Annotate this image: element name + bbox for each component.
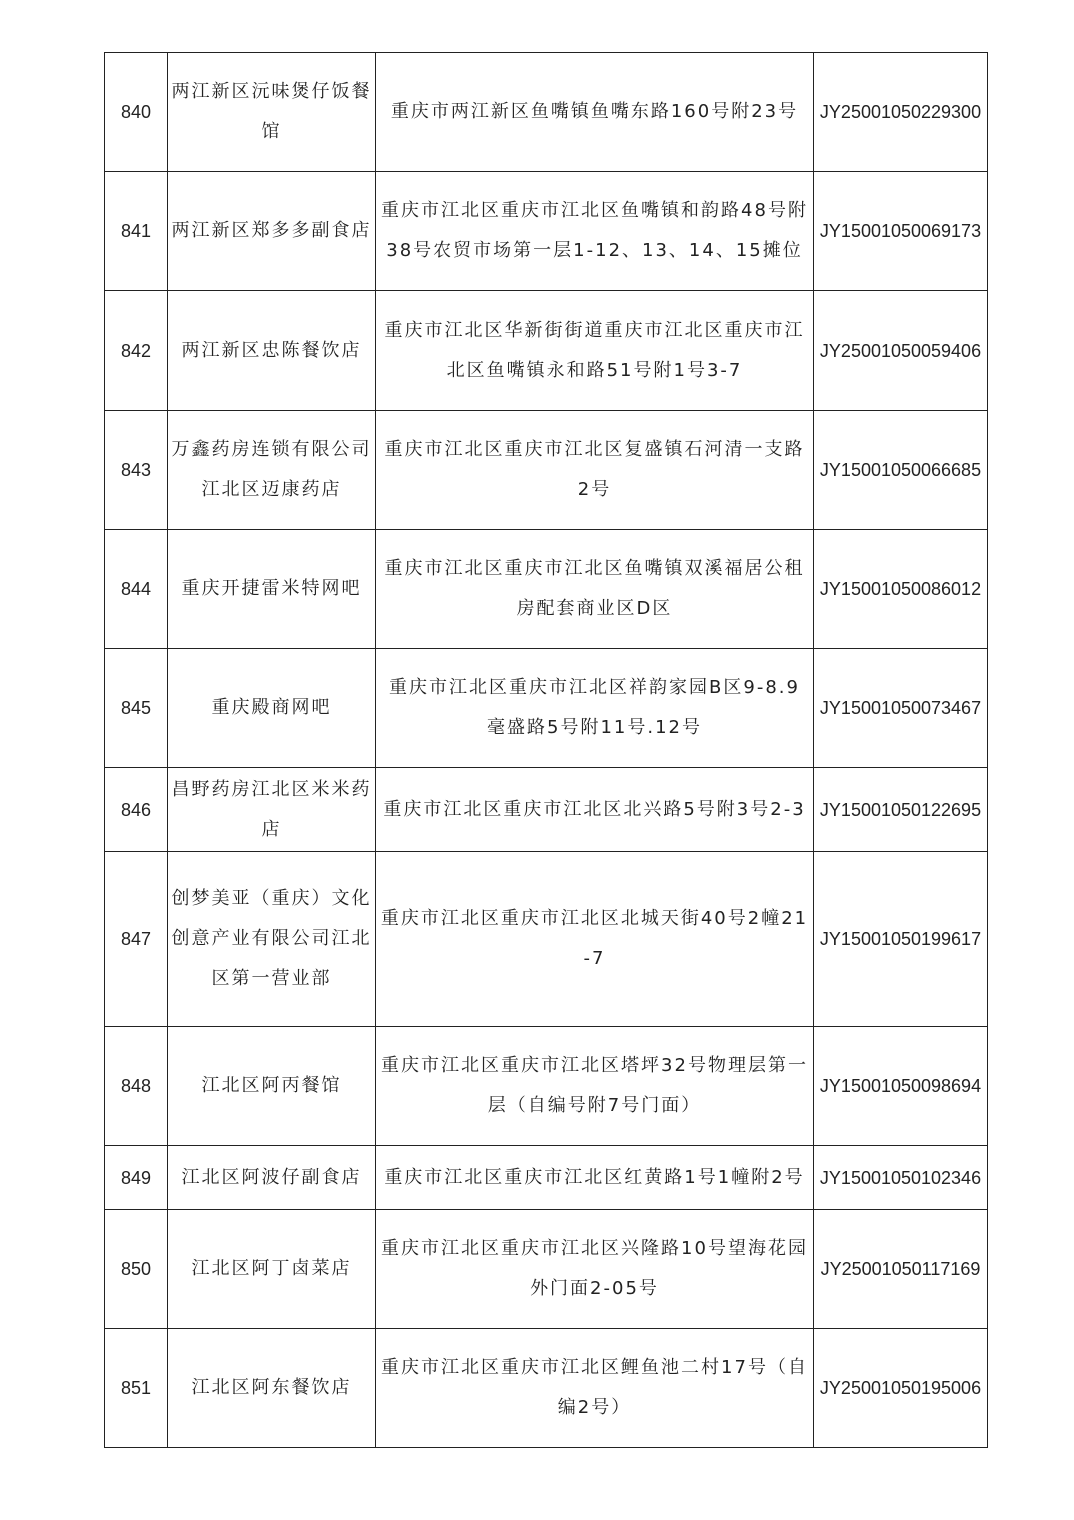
business-name: 江北区阿丁卤菜店 (168, 1210, 376, 1329)
business-license-table (104, 52, 988, 1448)
table-row (105, 172, 988, 291)
row-number: 846 (105, 768, 168, 852)
business-address: 重庆市江北区重庆市江北区兴隆路10号望海花园外门面2-05号 (376, 1210, 814, 1329)
table-row (105, 649, 988, 768)
license-number: JY25001050195006 (814, 1329, 988, 1448)
license-number: JY15001050102346 (814, 1146, 988, 1210)
license-number: JY15001050098694 (814, 1027, 988, 1146)
business-name: 两江新区忠陈餐饮店 (168, 291, 376, 411)
business-address: 重庆市江北区重庆市江北区塔坪32号物理层第一层（自编号附7号门面） (376, 1027, 814, 1146)
row-number: 850 (105, 1210, 168, 1329)
license-number: JY25001050059406 (814, 291, 988, 411)
license-number: JY25001050229300 (814, 53, 988, 172)
table-row (105, 291, 988, 411)
business-address: 重庆市江北区重庆市江北区鲤鱼池二村17号（自编2号） (376, 1329, 814, 1448)
business-address: 重庆市江北区重庆市江北区北城天街40号2幢21-7 (376, 852, 814, 1027)
row-number: 841 (105, 172, 168, 291)
license-number: JY25001050117169 (814, 1210, 988, 1329)
business-name: 创梦美亚（重庆）文化创意产业有限公司江北区第一营业部 (168, 852, 376, 1027)
license-number: JY15001050199617 (814, 852, 988, 1027)
license-number: JY15001050122695 (814, 768, 988, 852)
row-number: 843 (105, 411, 168, 530)
business-name: 重庆殿商网吧 (168, 649, 376, 768)
table-row (105, 852, 988, 1027)
business-address: 重庆市江北区重庆市江北区祥韵家园B区9-8.9毫盛路5号附11号.12号 (376, 649, 814, 768)
row-number: 847 (105, 852, 168, 1027)
row-number: 851 (105, 1329, 168, 1448)
row-number: 844 (105, 530, 168, 649)
table-row (105, 768, 988, 852)
row-number: 848 (105, 1027, 168, 1146)
business-name: 江北区阿东餐饮店 (168, 1329, 376, 1448)
business-address: 重庆市江北区重庆市江北区北兴路5号附3号2-3 (376, 768, 814, 852)
business-address: 重庆市江北区重庆市江北区复盛镇石河清一支路2号 (376, 411, 814, 530)
business-name: 江北区阿丙餐馆 (168, 1027, 376, 1146)
license-number: JY15001050086012 (814, 530, 988, 649)
business-address: 重庆市江北区重庆市江北区鱼嘴镇双溪福居公租房配套商业区D区 (376, 530, 814, 649)
table-row (105, 1329, 988, 1448)
business-address: 重庆市江北区华新街街道重庆市江北区重庆市江北区鱼嘴镇永和路51号附1号3-7 (376, 291, 814, 411)
table-row (105, 530, 988, 649)
row-number: 842 (105, 291, 168, 411)
license-number: JY15001050069173 (814, 172, 988, 291)
row-number: 849 (105, 1146, 168, 1210)
business-name: 两江新区沅味煲仔饭餐馆 (168, 53, 376, 172)
business-address: 重庆市江北区重庆市江北区鱼嘴镇和韵路48号附38号农贸市场第一层1-12、13、14、15摊位 (376, 172, 814, 291)
business-address: 重庆市两江新区鱼嘴镇鱼嘴东路160号附23号 (376, 53, 814, 172)
table-row (105, 1027, 988, 1146)
business-address: 重庆市江北区重庆市江北区红黄路1号1幢附2号 (376, 1146, 814, 1210)
license-number: JY15001050066685 (814, 411, 988, 530)
business-name: 万鑫药房连锁有限公司江北区迈康药店 (168, 411, 376, 530)
business-name: 两江新区郑多多副食店 (168, 172, 376, 291)
business-name: 昌野药房江北区米米药店 (168, 768, 376, 852)
row-number: 845 (105, 649, 168, 768)
table-row (105, 1146, 988, 1210)
row-number: 840 (105, 53, 168, 172)
table-row (105, 53, 988, 172)
business-name: 重庆开捷雷米特网吧 (168, 530, 376, 649)
table-row (105, 1210, 988, 1329)
table-row (105, 411, 988, 530)
business-name: 江北区阿波仔副食店 (168, 1146, 376, 1210)
license-number: JY15001050073467 (814, 649, 988, 768)
